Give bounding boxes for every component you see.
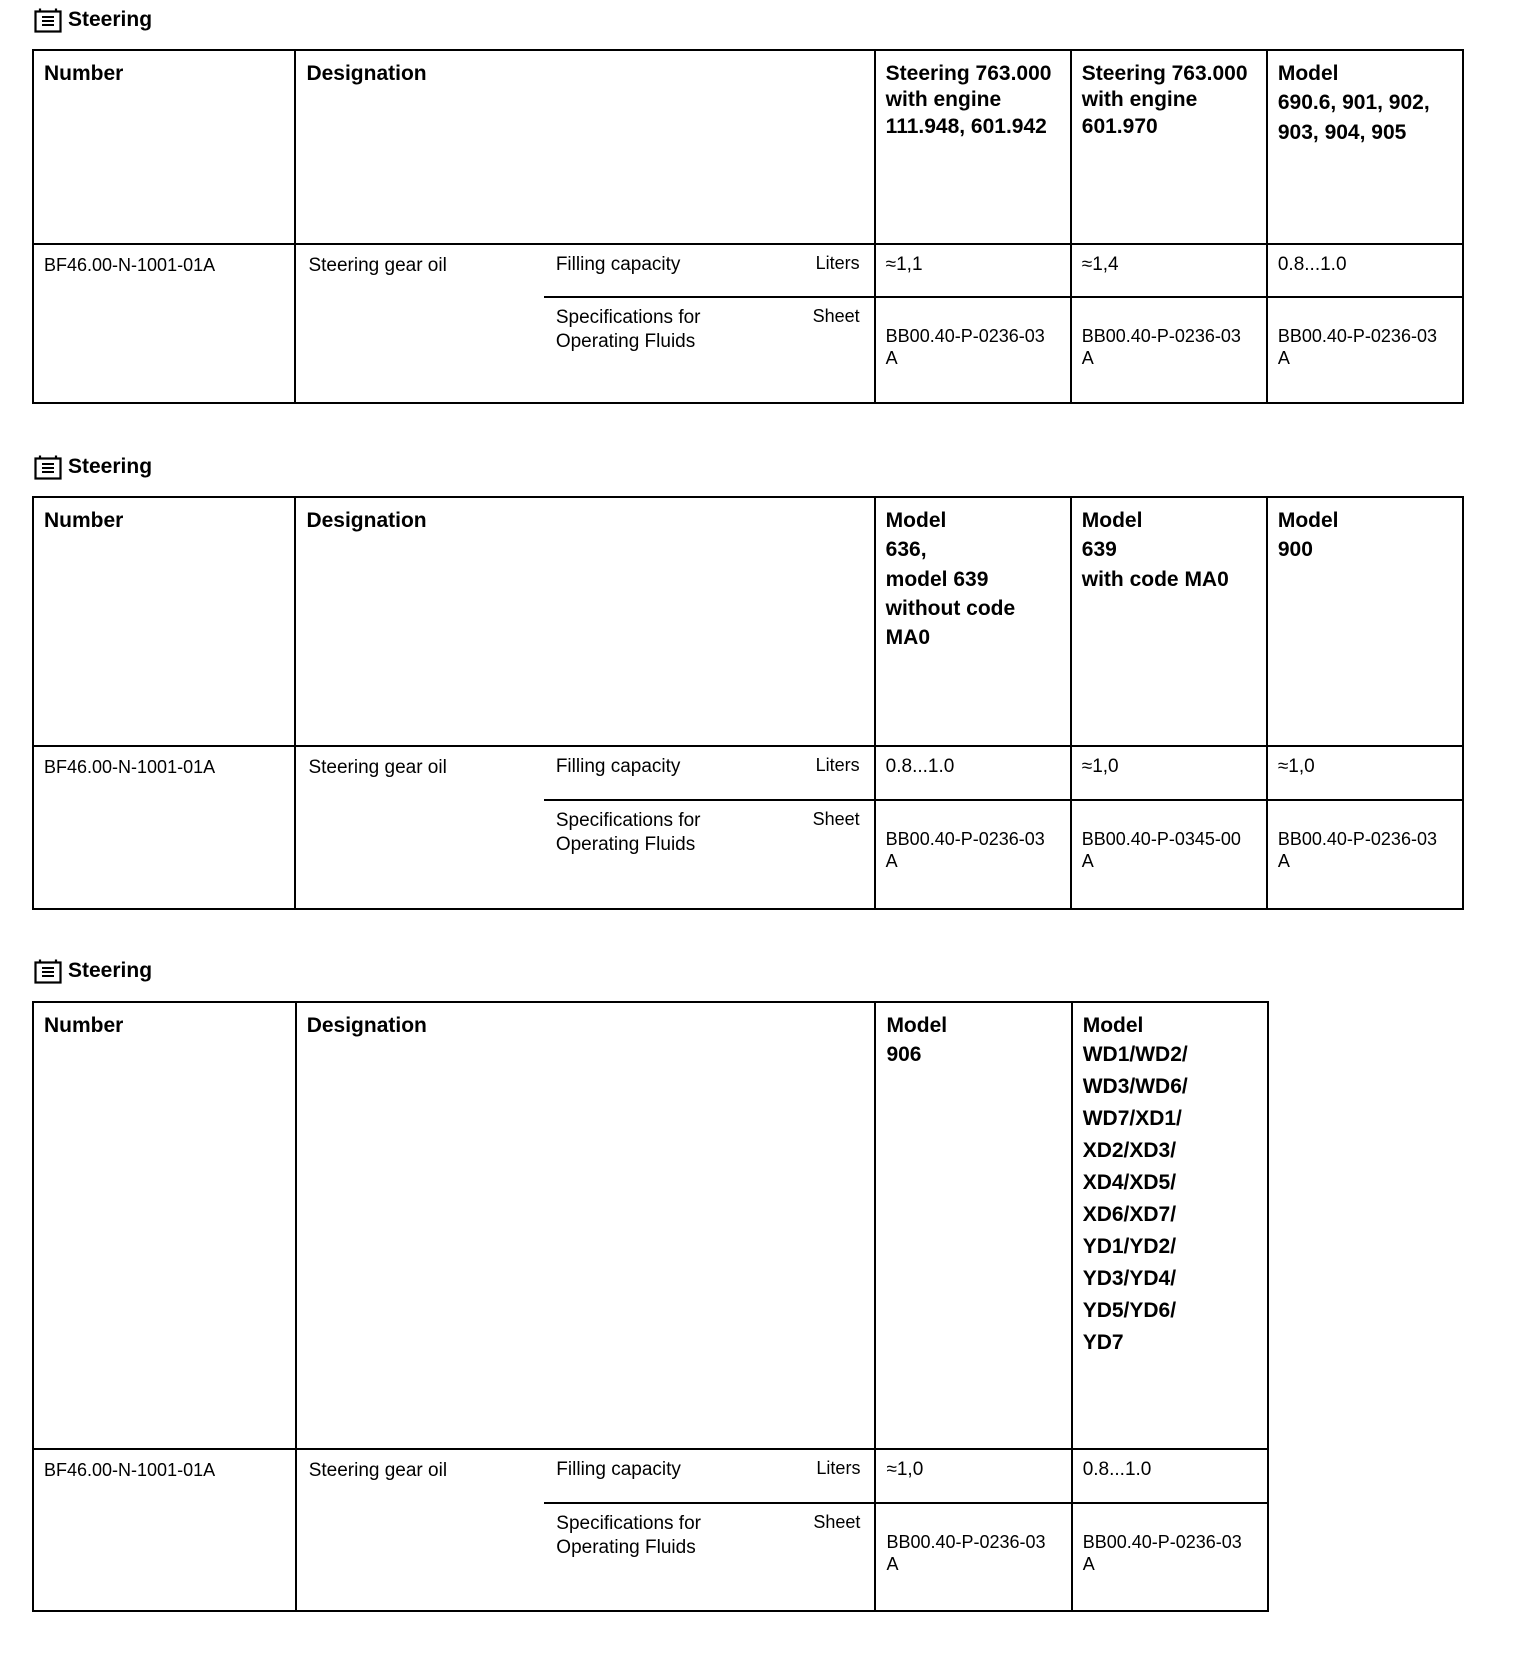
header-designation: Designation bbox=[295, 497, 874, 746]
header-col-2: Steering 763.000 with engine 601.970 bbox=[1071, 50, 1267, 244]
row-designation: Steering gear oil bbox=[296, 1449, 545, 1611]
header-col-3: Model 690.6, 901, 902, 903, 904, 905 bbox=[1267, 50, 1463, 244]
spec-reference: BB00.40-P-0345-00 A bbox=[1071, 800, 1267, 909]
section-title-text: Steering bbox=[68, 959, 153, 982]
row-designation: Steering gear oil bbox=[295, 746, 543, 909]
spec-table bbox=[32, 1001, 1269, 1612]
spec-table bbox=[32, 496, 1464, 910]
manual-book-icon bbox=[34, 454, 62, 480]
header-col-2: Model 639 with code MA0 bbox=[1071, 497, 1267, 746]
section-title bbox=[34, 4, 152, 36]
filling-capacity-cell: Filling capacity Liters bbox=[544, 244, 875, 297]
section-title bbox=[34, 451, 152, 483]
header-col-2: Model WD1/WD2/ WD3/WD6/ WD7/XD1/ XD2/XD3/ XD4/XD5/ XD6/XD7/ YD1/YD2/ YD3/YD4/ YD5/YD6/ YD7 bbox=[1072, 1002, 1268, 1449]
filling-capacity-cell: Filling capacity Liters bbox=[544, 1449, 875, 1503]
spec-reference: BB00.40-P-0236-03 A bbox=[875, 1503, 1071, 1611]
header-designation: Designation bbox=[295, 50, 874, 244]
filling-value: ≈1,4 bbox=[1071, 244, 1267, 297]
spec-reference: BB00.40-P-0236-03 A bbox=[875, 297, 1071, 403]
header-col-1: Model 636, model 639 without code MA0 bbox=[875, 497, 1071, 746]
filling-value: 0.8...1.0 bbox=[1267, 244, 1463, 297]
row-designation: Steering gear oil bbox=[295, 244, 543, 403]
header-designation: Designation bbox=[296, 1002, 876, 1449]
header-number: Number bbox=[33, 50, 295, 244]
spec-reference: BB00.40-P-0236-03 A bbox=[875, 800, 1071, 909]
spec-reference: BB00.40-P-0236-03 A bbox=[1072, 1503, 1268, 1611]
spec-table bbox=[32, 49, 1464, 404]
section-title-text: Steering bbox=[68, 455, 153, 478]
filling-value: ≈1,0 bbox=[1071, 746, 1267, 800]
spec-reference: BB00.40-P-0236-03 A bbox=[1267, 800, 1463, 909]
filling-value: 0.8...1.0 bbox=[1072, 1449, 1268, 1503]
section-title-text: Steering bbox=[68, 8, 153, 31]
spec-reference: BB00.40-P-0236-03 A bbox=[1071, 297, 1267, 403]
filling-value: ≈1,0 bbox=[875, 1449, 1071, 1503]
header-col-1: Model 906 bbox=[875, 1002, 1071, 1449]
header-col-1: Steering 763.000 with engine 111.948, 601.942 bbox=[875, 50, 1071, 244]
specifications-cell: Specifications for Operating Fluids Sheet bbox=[544, 297, 875, 403]
filling-value: ≈1,0 bbox=[1267, 746, 1463, 800]
specifications-cell: Specifications for Operating Fluids Sheet bbox=[544, 1503, 875, 1611]
header-col-3: Model 900 bbox=[1267, 497, 1463, 746]
manual-book-icon bbox=[34, 958, 62, 984]
header-number: Number bbox=[33, 497, 295, 746]
row-number: BF46.00-N-1001-01A bbox=[33, 1449, 296, 1611]
manual-book-icon bbox=[34, 7, 62, 33]
filling-value: 0.8...1.0 bbox=[875, 746, 1071, 800]
row-number: BF46.00-N-1001-01A bbox=[33, 244, 295, 403]
header-number: Number bbox=[33, 1002, 296, 1449]
row-number: BF46.00-N-1001-01A bbox=[33, 746, 295, 909]
specifications-cell: Specifications for Operating Fluids Sheet bbox=[544, 800, 875, 909]
filling-capacity-cell: Filling capacity Liters bbox=[544, 746, 875, 800]
spec-reference: BB00.40-P-0236-03 A bbox=[1267, 297, 1463, 403]
section-title bbox=[34, 955, 152, 987]
filling-value: ≈1,1 bbox=[875, 244, 1071, 297]
